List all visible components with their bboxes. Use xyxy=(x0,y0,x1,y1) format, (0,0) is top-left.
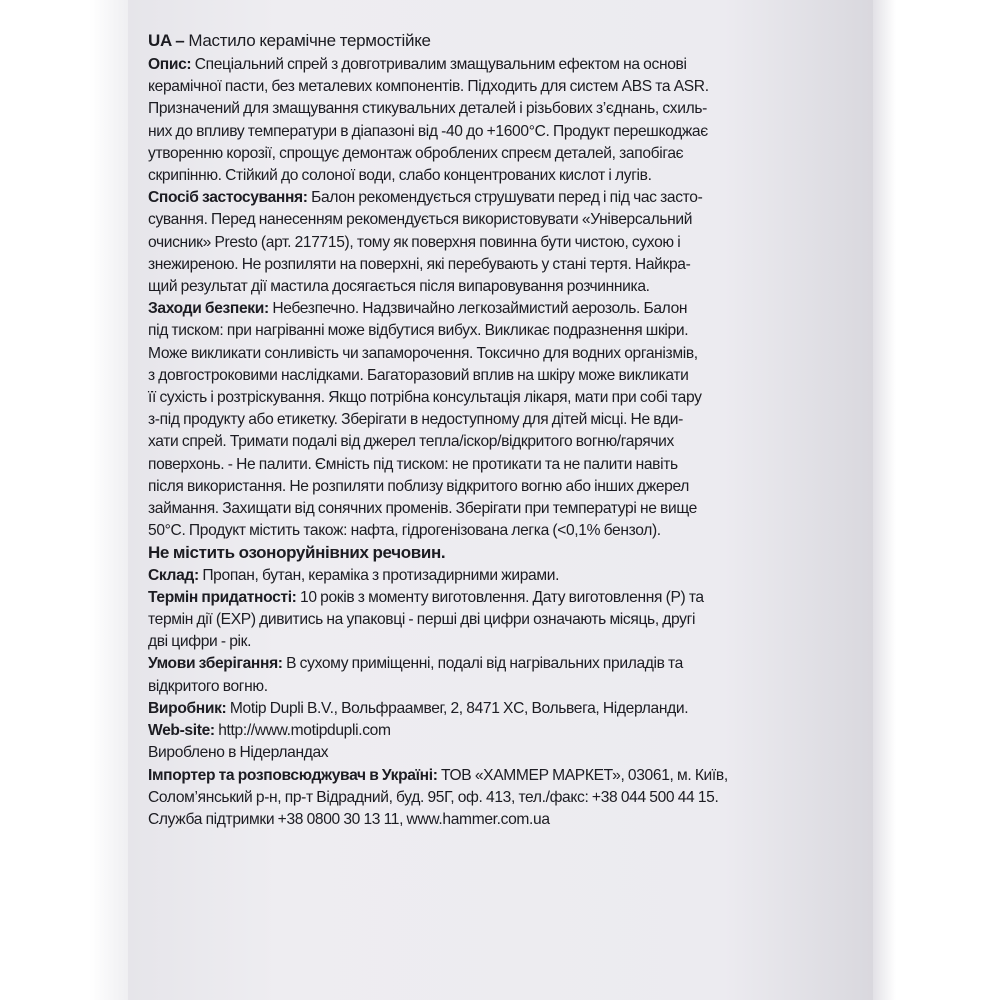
composition-section xyxy=(148,565,873,587)
importer-line: ТОВ «ХАММЕР МАРКЕТ», 03061, м. Київ, xyxy=(441,766,728,784)
manufacturer-section xyxy=(148,698,873,720)
shelf-life-line: 10 років з моменту виготовлення. Дату виготовлення (P) та xyxy=(300,588,704,606)
description-line: Спеціальний спрей з довготривалим змащувальним ефектом на основі xyxy=(194,56,687,73)
usage-line: щий результат дії мастила досягається після випаровування розчинника. xyxy=(148,278,650,296)
safety-line: її сухість і розтріскування. Якщо потрібна консультація лікаря, мати при собі тару xyxy=(148,389,702,407)
importer-line: Солом’янський р-н, пр-т Відрадний, буд. 95Г, оф. 413, тел./факс: +38 044 500 44 15. xyxy=(148,788,719,806)
usage-heading: Спосіб застосування: xyxy=(148,189,308,207)
safety-section xyxy=(148,298,873,542)
importer-section xyxy=(148,765,873,832)
composition-heading: Склад: xyxy=(148,566,199,584)
storage-section xyxy=(148,653,873,697)
safety-line: 50°С. Продукт містить також: нафта, гідрогенізована легка (<0,1% бензол). xyxy=(148,522,661,540)
description-section xyxy=(148,54,873,187)
safety-line: Небезпечно. Надзвичайно легкозаймистий аерозоль. Балон xyxy=(272,300,688,318)
safety-heading: Заходи безпеки: xyxy=(148,300,269,318)
manufacturer-heading: Виробник: xyxy=(148,699,227,717)
shelf-life-heading: Термін придатності: xyxy=(148,588,297,606)
shelf-life-line: дві цифри - рік. xyxy=(148,633,252,651)
composition-text: Пропан, бутан, кераміка з протизадирними жирами. xyxy=(202,566,560,584)
description-line: керамічної пасти, без металевих компонентів. Підходить для систем ABS та ASR. xyxy=(148,78,709,96)
description-heading: Опис: xyxy=(148,56,192,73)
website-url: http://www.motipdupli.com xyxy=(218,722,391,740)
safety-line: під тиском: при нагріванні може відбутися вибух. Викликає подразнення шкіри. xyxy=(148,322,689,340)
safety-line: хати спрей. Тримати подалі від джерел тепла/іскор/відкритого вогню/гарячих xyxy=(148,433,674,451)
language-prefix: UA – xyxy=(148,31,185,50)
safety-line: Може викликати сонливість чи запаморочення. Токсично для водних організмів, xyxy=(148,344,698,362)
safety-line: з-під продукту або етикетку. Зберігати в недоступному для дітей місці. Не вди- xyxy=(148,411,683,429)
description-line: скрипінню. Стійкий до солоної води, слабо концентрованих кислот і лугів. xyxy=(148,167,652,185)
usage-line: Балон рекомендується струшувати перед і під час засто- xyxy=(311,189,703,207)
storage-line: В сухому приміщенні, подалі від нагрівальних приладів та xyxy=(286,655,683,673)
usage-line: сування. Перед нанесенням рекомендується використовувати «Універсальний xyxy=(148,211,693,229)
safety-line: поверхонь. - Не палити. Ємність під тиском: не протикати та не палити навіть xyxy=(148,455,678,473)
product-label xyxy=(128,0,873,1000)
usage-section xyxy=(148,187,873,298)
background-left xyxy=(0,0,128,1000)
website-section xyxy=(148,720,873,742)
usage-line: очисник» Presto (арт. 217715), тому як поверхня повинна бути чистою, сухою і xyxy=(148,233,681,251)
importer-heading: Імпортер та розповсюджувач в Україні: xyxy=(148,766,438,784)
description-line: Призначений для змащування стикувальних деталей і різьбових з’єднань, схиль- xyxy=(148,100,707,118)
ozone-note xyxy=(148,542,873,564)
shelf-life-line: термін дії (EXP) дивитись на упаковці - перші дві цифри означають місяць, другі xyxy=(148,611,696,629)
safety-line: після використання. Не розпиляти поблизу відкритого вогню або інших джерел xyxy=(148,477,690,495)
storage-line: відкритого вогню. xyxy=(148,677,268,695)
website-heading: Web-site: xyxy=(148,722,215,740)
storage-heading: Умови зберігання: xyxy=(148,655,283,673)
background-right xyxy=(873,0,1000,1000)
ozone-note-text: Не містить озоноруйнівних речовин. xyxy=(148,543,446,563)
made-in-text: Вироблено в Нідерландах xyxy=(148,744,329,762)
manufacturer-text: Motip Dupli B.V., Вольфраамвег, 2, 8471 XC, Вольвега, Нідерланди. xyxy=(229,699,689,717)
safety-line: з довгостроковими наслідками. Багаторазовий вплив на шкіру може викликати xyxy=(148,366,689,384)
shelf-life-section xyxy=(148,587,873,654)
safety-line: займання. Захищати від сонячних променів. Зберігати при температурі не вище xyxy=(148,500,697,518)
importer-line: Служба підтримки +38 0800 30 13 11, www.hammer.com.ua xyxy=(148,810,550,828)
product-name: Мастило керамічне термостійке xyxy=(188,31,431,50)
description-line: утворенню корозії, спрощує демонтаж оброблених спреєм деталей, запобігає xyxy=(148,144,684,162)
description-line: них до впливу температури в діапазоні від -40 до +1600°С. Продукт перешкоджає xyxy=(148,122,708,140)
label-title xyxy=(148,29,873,53)
usage-line: знежиреною. Не розпиляти на поверхні, які перебувають у стані тертя. Найкра- xyxy=(148,255,691,273)
